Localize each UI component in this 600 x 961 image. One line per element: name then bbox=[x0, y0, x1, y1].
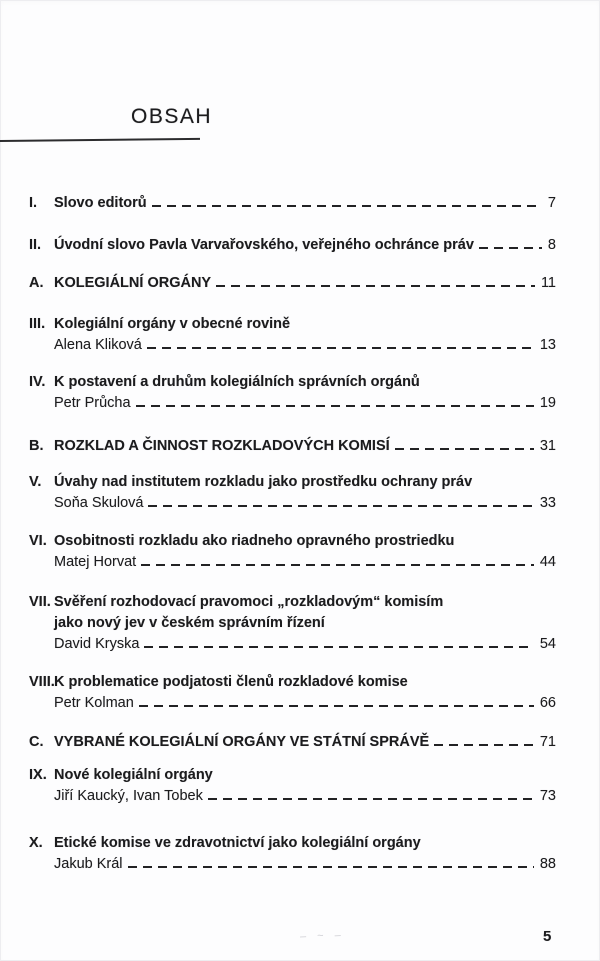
toc-entry bbox=[29, 472, 556, 514]
entry-page-number: 33 bbox=[539, 495, 556, 511]
toc-entry bbox=[29, 436, 556, 457]
entry-title: KOLEGIÁLNÍ ORGÁNY bbox=[54, 275, 212, 291]
dash-leader bbox=[434, 744, 534, 746]
toc-entry bbox=[29, 193, 556, 214]
heading-underline bbox=[0, 138, 200, 142]
entry-title-line: Nové kolegiální orgány bbox=[54, 767, 213, 783]
entry-label: I. bbox=[29, 195, 38, 211]
page-heading: OBSAH bbox=[131, 105, 213, 128]
entry-leader-row bbox=[54, 235, 556, 256]
entry-body bbox=[54, 672, 556, 714]
toc-entry bbox=[29, 314, 556, 356]
entry-title-line: Úvahy nad institutem rozkladu jako prostředku ochrany práv bbox=[54, 474, 473, 490]
entry-label: X. bbox=[29, 835, 43, 851]
entry-author: Matej Horvat bbox=[54, 554, 137, 570]
entry-title: Úvodní slovo Pavla Varvařovského, veřejného ochránce práv bbox=[54, 237, 474, 253]
entry-body bbox=[54, 472, 556, 514]
entry-page-number: 71 bbox=[539, 734, 556, 750]
entry-leader-row bbox=[54, 273, 556, 294]
entry-body bbox=[54, 235, 556, 256]
toc-entry bbox=[29, 732, 556, 753]
entry-label: V. bbox=[29, 474, 42, 490]
toc-entry bbox=[29, 235, 556, 256]
entry-title-line: K problematice podjatosti členů rozkladové komise bbox=[54, 674, 408, 690]
entry-label: III. bbox=[29, 316, 46, 332]
entry-page-number: 11 bbox=[540, 275, 556, 291]
entry-author: Alena Kliková bbox=[54, 337, 142, 353]
dash-leader bbox=[479, 247, 542, 249]
entry-label: VII. bbox=[29, 594, 51, 610]
entry-leader-row bbox=[54, 786, 556, 807]
dash-leader bbox=[395, 448, 534, 450]
entry-author: Soňa Skulová bbox=[54, 495, 144, 511]
entry-body bbox=[54, 372, 556, 414]
entry-label: A. bbox=[29, 275, 44, 291]
entry-body bbox=[54, 833, 556, 875]
entry-title: VYBRANÉ KOLEGIÁLNÍ ORGÁNY VE STÁTNÍ SPRÁVĚ bbox=[54, 734, 430, 750]
entry-leader-row bbox=[54, 436, 556, 457]
entry-body bbox=[54, 765, 556, 807]
entry-leader-row bbox=[54, 854, 556, 875]
pencil-smudge: – ~ – bbox=[299, 929, 345, 943]
page-number: 5 bbox=[543, 928, 552, 945]
entry-body bbox=[54, 436, 556, 457]
dash-leader bbox=[208, 798, 534, 800]
entry-label: IX. bbox=[29, 767, 47, 783]
entry-title-line: jako nový jev v českém správním řízení bbox=[54, 615, 325, 631]
dash-leader bbox=[148, 505, 533, 507]
entry-title-line: Kolegiální orgány v obecné rovině bbox=[54, 316, 291, 332]
entry-page-number: 73 bbox=[539, 788, 556, 804]
toc-entry bbox=[29, 672, 556, 714]
entry-page-number: 8 bbox=[547, 237, 556, 253]
entry-body bbox=[54, 314, 556, 356]
entry-page-number: 13 bbox=[539, 337, 556, 353]
entry-author: David Kryska bbox=[54, 636, 140, 652]
toc-entry bbox=[29, 833, 556, 875]
entry-leader-row bbox=[54, 493, 556, 514]
dash-leader bbox=[139, 705, 534, 707]
entry-page-number: 31 bbox=[539, 438, 556, 454]
entry-label: C. bbox=[29, 734, 44, 750]
entry-label: II. bbox=[29, 237, 42, 253]
toc-entry bbox=[29, 372, 556, 414]
entry-author: Jiří Kaucký, Ivan Tobek bbox=[54, 788, 203, 804]
dash-leader bbox=[147, 347, 534, 349]
entry-body bbox=[54, 592, 556, 655]
entry-leader-row bbox=[54, 732, 556, 753]
dash-leader bbox=[144, 646, 533, 648]
entry-page-number: 54 bbox=[539, 636, 556, 652]
entry-page-number: 7 bbox=[547, 195, 556, 211]
toc-entry bbox=[29, 765, 556, 807]
dash-leader bbox=[216, 285, 535, 287]
entry-label: IV. bbox=[29, 374, 46, 390]
toc-entry bbox=[29, 592, 556, 655]
entry-title: ROZKLAD A ČINNOST ROZKLADOVÝCH KOMISÍ bbox=[54, 438, 390, 454]
dash-leader bbox=[136, 405, 534, 407]
entry-author: Petr Průcha bbox=[54, 395, 131, 411]
dash-leader bbox=[152, 205, 542, 207]
entry-page-number: 88 bbox=[539, 856, 556, 872]
entry-label: VIII. bbox=[29, 674, 55, 690]
toc-entry bbox=[29, 273, 556, 294]
entry-leader-row bbox=[54, 634, 556, 655]
entry-page-number: 44 bbox=[539, 554, 556, 570]
entry-title-line: Etické komise ve zdravotnictví jako kolegiální orgány bbox=[54, 835, 421, 851]
dash-leader bbox=[128, 866, 534, 868]
entry-page-number: 66 bbox=[539, 695, 556, 711]
entry-title-line: Svěření rozhodovací pravomoci „rozkladovým“ komisím bbox=[54, 594, 444, 610]
entry-body bbox=[54, 531, 556, 573]
entry-leader-row bbox=[54, 552, 556, 573]
entry-title-line: K postavení a druhům kolegiálních správních orgánů bbox=[54, 374, 420, 390]
dash-leader bbox=[141, 564, 534, 566]
entry-author: Petr Kolman bbox=[54, 695, 134, 711]
toc-entry bbox=[29, 531, 556, 573]
entry-author: Jakub Král bbox=[54, 856, 123, 872]
entry-leader-row bbox=[54, 393, 556, 414]
entry-title: Slovo editorů bbox=[54, 195, 147, 211]
entry-title-line: Osobitnosti rozkladu ako riadneho opravného prostriedku bbox=[54, 533, 455, 549]
entry-body bbox=[54, 273, 556, 294]
entry-body bbox=[54, 193, 556, 214]
entry-label: VI. bbox=[29, 533, 47, 549]
entry-page-number: 19 bbox=[539, 395, 556, 411]
entry-leader-row bbox=[54, 335, 556, 356]
entry-leader-row bbox=[54, 693, 556, 714]
entry-leader-row bbox=[54, 193, 556, 214]
entry-body bbox=[54, 732, 556, 753]
entry-label: B. bbox=[29, 438, 44, 454]
